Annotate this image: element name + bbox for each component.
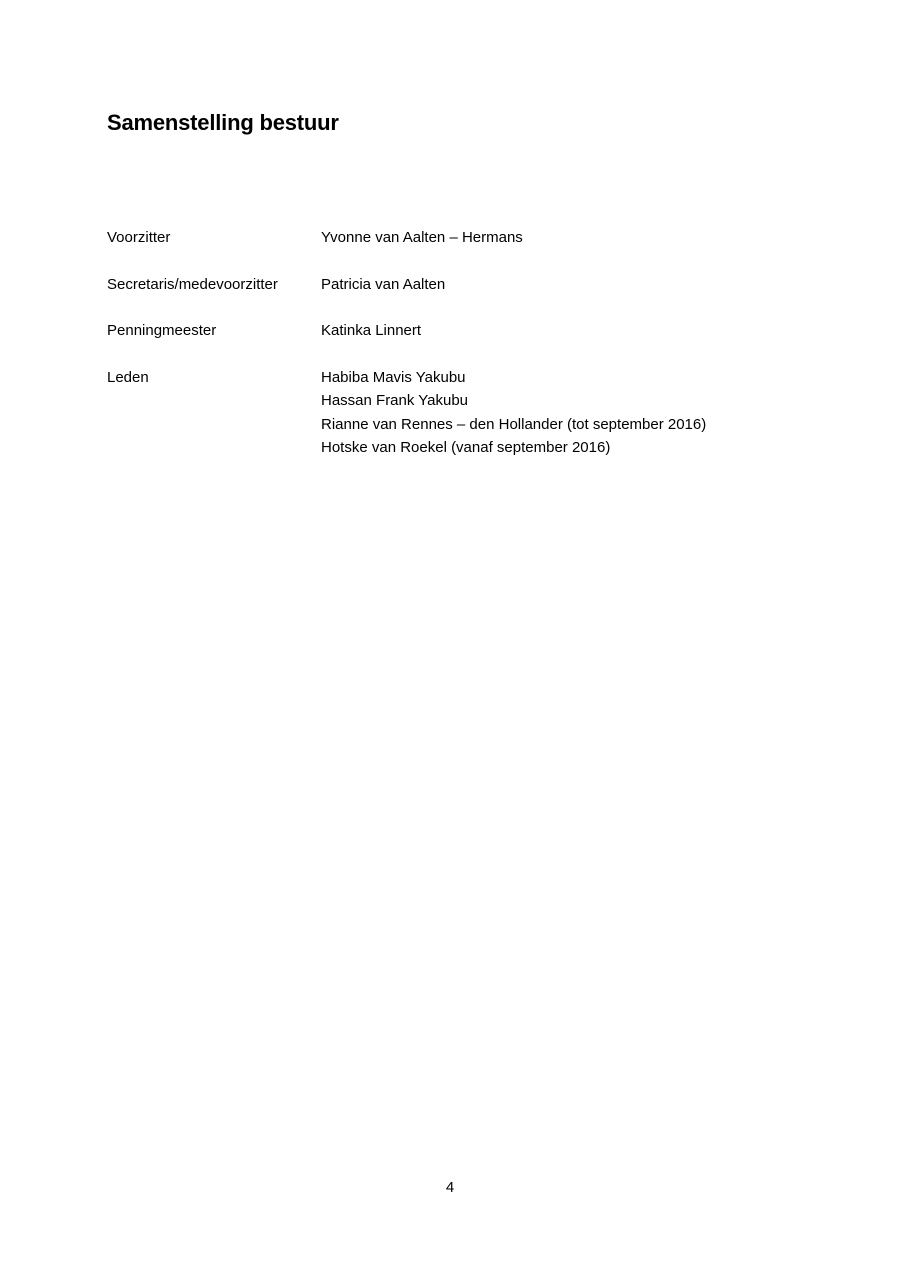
page-title: Samenstelling bestuur: [107, 110, 339, 135]
board-member-name: Patricia van Aalten: [321, 275, 446, 293]
board-row-secretaris: [107, 273, 807, 297]
board-member-names: [321, 366, 807, 460]
board-member-name: Rianne van Rennes – den Hollander (tot september 2016): [321, 415, 707, 433]
board-role-label: Voorzitter: [107, 229, 171, 246]
board-row-leden: [107, 366, 807, 460]
page-number: 4: [445, 1179, 455, 1196]
board-role-label: Penningmeester: [107, 322, 217, 339]
board-member-name: Habiba Mavis Yakubu: [321, 368, 466, 386]
board-member-name: Katinka Linnert: [321, 322, 422, 339]
board-member-names: [321, 319, 807, 343]
board-role-label: Secretaris/medevoorzitter: [107, 275, 278, 293]
board-row-penningmeester: [107, 319, 807, 343]
board-member-names: [321, 226, 807, 250]
board-row-voorzitter: [107, 226, 807, 250]
board-member-name: Hotske van Roekel (vanaf september 2016): [321, 439, 611, 456]
board-member-names: [321, 273, 807, 297]
board-role-label: Leden: [107, 368, 149, 386]
board-member-name: Hassan Frank Yakubu: [321, 392, 469, 409]
board-member-name: Yvonne van Aalten – Hermans: [321, 229, 523, 246]
board-composition-list: [107, 226, 807, 483]
